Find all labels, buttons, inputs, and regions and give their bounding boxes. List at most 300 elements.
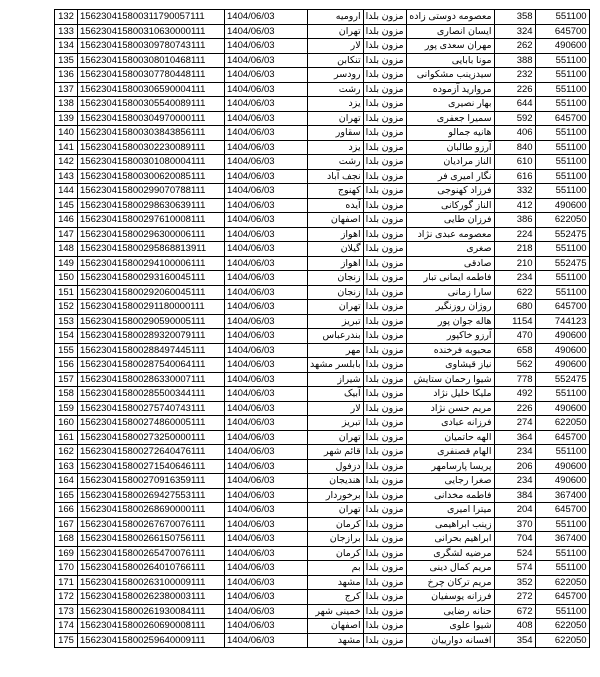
recipient-name-cell: مریم حسن نژاد bbox=[406, 401, 494, 416]
sender-cell: مزون بلدا bbox=[363, 575, 406, 590]
date-cell: 1404/06/03 bbox=[225, 590, 308, 605]
amount-cell: 551100 bbox=[535, 140, 589, 155]
sender-cell: مزون بلدا bbox=[363, 329, 406, 344]
date-cell: 1404/06/03 bbox=[225, 517, 308, 532]
table-row bbox=[55, 198, 590, 213]
city-cell: یزد bbox=[308, 97, 364, 112]
table-row bbox=[55, 532, 590, 547]
date-cell: 1404/06/03 bbox=[225, 24, 308, 39]
sender-cell: مزون بلدا bbox=[363, 155, 406, 170]
tracking-code-cell: 156230415800308010468111 bbox=[78, 53, 225, 68]
date-cell: 1404/06/03 bbox=[225, 300, 308, 315]
row-index-cell: 137 bbox=[55, 82, 78, 97]
tracking-code-cell: 156230415800273250000111 bbox=[78, 430, 225, 445]
amount-cell: 490600 bbox=[535, 343, 589, 358]
city-cell: کرج bbox=[308, 590, 364, 605]
weight-cell: 412 bbox=[494, 198, 535, 213]
recipient-name-cell: فرزانه عبادی bbox=[406, 416, 494, 431]
table-row bbox=[55, 561, 590, 576]
weight-cell: 226 bbox=[494, 82, 535, 97]
date-cell: 1404/06/03 bbox=[225, 97, 308, 112]
city-cell: رودسر bbox=[308, 68, 364, 83]
sender-cell: مزون بلدا bbox=[363, 619, 406, 634]
row-index-cell: 165 bbox=[55, 488, 78, 503]
row-index-cell: 157 bbox=[55, 372, 78, 387]
sender-cell: مزون بلدا bbox=[363, 213, 406, 228]
date-cell: 1404/06/03 bbox=[225, 82, 308, 97]
amount-cell: 551100 bbox=[535, 517, 589, 532]
tracking-code-cell: 156230415800291180000111 bbox=[78, 300, 225, 315]
weight-cell: 384 bbox=[494, 488, 535, 503]
tracking-code-cell: 156230415800261930084111 bbox=[78, 604, 225, 619]
recipient-name-cell: مهران سعدی پور bbox=[406, 39, 494, 54]
row-index-cell: 175 bbox=[55, 633, 78, 648]
city-cell: بابلسر مشهد bbox=[308, 358, 364, 373]
sender-cell: مزون بلدا bbox=[363, 111, 406, 126]
city-cell: لار bbox=[308, 401, 364, 416]
sender-cell: مزون بلدا bbox=[363, 445, 406, 460]
table-row bbox=[55, 53, 590, 68]
weight-cell: 332 bbox=[494, 184, 535, 199]
recipient-name-cell: الهام قصنفری bbox=[406, 445, 494, 460]
amount-cell: 551100 bbox=[535, 155, 589, 170]
sender-cell: مزون بلدا bbox=[363, 430, 406, 445]
row-index-cell: 167 bbox=[55, 517, 78, 532]
date-cell: 1404/06/03 bbox=[225, 184, 308, 199]
city-cell: تهران bbox=[308, 503, 364, 518]
table-row bbox=[55, 459, 590, 474]
amount-cell: 552475 bbox=[535, 227, 589, 242]
weight-cell: 658 bbox=[494, 343, 535, 358]
tracking-code-cell: 156230415800300620085111 bbox=[78, 169, 225, 184]
city-cell: تبریز bbox=[308, 314, 364, 329]
city-cell: لار bbox=[308, 39, 364, 54]
table-row bbox=[55, 517, 590, 532]
city-cell: اهواز bbox=[308, 256, 364, 271]
weight-cell: 1154 bbox=[494, 314, 535, 329]
sender-cell: مزون بلدا bbox=[363, 633, 406, 648]
amount-cell: 551100 bbox=[535, 546, 589, 561]
weight-cell: 204 bbox=[494, 503, 535, 518]
city-cell: ارومیه bbox=[308, 10, 364, 25]
recipient-name-cell: میترا امیری bbox=[406, 503, 494, 518]
table-row bbox=[55, 155, 590, 170]
tracking-code-cell: 156230415800290590005111 bbox=[78, 314, 225, 329]
tracking-code-cell: 156230415800265470076111 bbox=[78, 546, 225, 561]
tracking-code-cell: 156230415800298630639111 bbox=[78, 198, 225, 213]
amount-cell: 645700 bbox=[535, 503, 589, 518]
recipient-name-cell: هاله جوان پور bbox=[406, 314, 494, 329]
sender-cell: مزون بلدا bbox=[363, 140, 406, 155]
row-index-cell: 154 bbox=[55, 329, 78, 344]
tracking-code-cell: 156230415800271540646111 bbox=[78, 459, 225, 474]
sender-cell: مزون بلدا bbox=[363, 488, 406, 503]
weight-cell: 574 bbox=[494, 561, 535, 576]
sender-cell: مزون بلدا bbox=[363, 561, 406, 576]
row-index-cell: 153 bbox=[55, 314, 78, 329]
date-cell: 1404/06/03 bbox=[225, 68, 308, 83]
recipient-name-cell: آرزو خاکپور bbox=[406, 329, 494, 344]
row-index-cell: 143 bbox=[55, 169, 78, 184]
recipient-name-cell: نیاز قیشاوی bbox=[406, 358, 494, 373]
weight-cell: 622 bbox=[494, 285, 535, 300]
sender-cell: مزون بلدا bbox=[363, 39, 406, 54]
tracking-code-cell: 156230415800259640009111 bbox=[78, 633, 225, 648]
amount-cell: 645700 bbox=[535, 24, 589, 39]
tracking-code-cell: 156230415800262380003111 bbox=[78, 590, 225, 605]
table-row bbox=[55, 401, 590, 416]
date-cell: 1404/06/03 bbox=[225, 358, 308, 373]
sender-cell: مزون بلدا bbox=[363, 198, 406, 213]
table-row bbox=[55, 372, 590, 387]
sender-cell: مزون بلدا bbox=[363, 532, 406, 547]
tracking-code-cell: 156230415800305540089111 bbox=[78, 97, 225, 112]
tracking-code-cell: 156230415800267670076111 bbox=[78, 517, 225, 532]
city-cell: تهران bbox=[308, 111, 364, 126]
sender-cell: مزون بلدا bbox=[363, 300, 406, 315]
weight-cell: 408 bbox=[494, 619, 535, 634]
row-index-cell: 171 bbox=[55, 575, 78, 590]
sender-cell: مزون بلدا bbox=[363, 459, 406, 474]
table-row bbox=[55, 604, 590, 619]
recipient-name-cell: هانیه جمالو bbox=[406, 126, 494, 141]
row-index-cell: 142 bbox=[55, 155, 78, 170]
date-cell: 1404/06/03 bbox=[225, 227, 308, 242]
city-cell: هندیجان bbox=[308, 474, 364, 489]
table-row bbox=[55, 329, 590, 344]
table-row bbox=[55, 314, 590, 329]
row-index-cell: 141 bbox=[55, 140, 78, 155]
tracking-code-cell: 156230415800306590004111 bbox=[78, 82, 225, 97]
date-cell: 1404/06/03 bbox=[225, 416, 308, 431]
table-row bbox=[55, 546, 590, 561]
recipient-name-cell: نگار امیری فر bbox=[406, 169, 494, 184]
city-cell: شیراز bbox=[308, 372, 364, 387]
recipient-name-cell: ایسان انصاری bbox=[406, 24, 494, 39]
weight-cell: 592 bbox=[494, 111, 535, 126]
city-cell: سقاور bbox=[308, 126, 364, 141]
row-index-cell: 169 bbox=[55, 546, 78, 561]
weight-cell: 234 bbox=[494, 474, 535, 489]
date-cell: 1404/06/03 bbox=[225, 242, 308, 257]
city-cell: اصفهان bbox=[308, 619, 364, 634]
tracking-code-cell: 156230415800289320079111 bbox=[78, 329, 225, 344]
recipient-name-cell: فرزاد کهنوجی bbox=[406, 184, 494, 199]
recipient-name-cell: زینب ابراهیمی bbox=[406, 517, 494, 532]
table-row bbox=[55, 445, 590, 460]
amount-cell: 551100 bbox=[535, 285, 589, 300]
sender-cell: مزون بلدا bbox=[363, 604, 406, 619]
row-index-cell: 170 bbox=[55, 561, 78, 576]
table-row bbox=[55, 416, 590, 431]
amount-cell: 622050 bbox=[535, 633, 589, 648]
city-cell: آبیک bbox=[308, 387, 364, 402]
recipient-name-cell: فرزانه یوسفیان bbox=[406, 590, 494, 605]
date-cell: 1404/06/03 bbox=[225, 39, 308, 54]
amount-cell: 551100 bbox=[535, 53, 589, 68]
weight-cell: 616 bbox=[494, 169, 535, 184]
tracking-code-cell: 156230415800302230089111 bbox=[78, 140, 225, 155]
date-cell: 1404/06/03 bbox=[225, 285, 308, 300]
tracking-code-cell: 156230415800294100006111 bbox=[78, 256, 225, 271]
row-index-cell: 159 bbox=[55, 401, 78, 416]
date-cell: 1404/06/03 bbox=[225, 140, 308, 155]
row-index-cell: 166 bbox=[55, 503, 78, 518]
date-cell: 1404/06/03 bbox=[225, 387, 308, 402]
amount-cell: 551100 bbox=[535, 169, 589, 184]
date-cell: 1404/06/03 bbox=[225, 633, 308, 648]
city-cell: رشت bbox=[308, 155, 364, 170]
recipient-name-cell: مونا بابایی bbox=[406, 53, 494, 68]
weight-cell: 672 bbox=[494, 604, 535, 619]
city-cell: برازجان bbox=[308, 532, 364, 547]
recipient-name-cell: سیدزینب مشکوانی bbox=[406, 68, 494, 83]
amount-cell: 367400 bbox=[535, 488, 589, 503]
table-row bbox=[55, 227, 590, 242]
table-row bbox=[55, 271, 590, 286]
row-index-cell: 145 bbox=[55, 198, 78, 213]
recipient-name-cell: پریسا پارسامهر bbox=[406, 459, 494, 474]
weight-cell: 324 bbox=[494, 24, 535, 39]
amount-cell: 551100 bbox=[535, 271, 589, 286]
sender-cell: مزون بلدا bbox=[363, 271, 406, 286]
weight-cell: 470 bbox=[494, 329, 535, 344]
table-row bbox=[55, 140, 590, 155]
tracking-code-cell: 156230415800296300006111 bbox=[78, 227, 225, 242]
city-cell: تهران bbox=[308, 24, 364, 39]
weight-cell: 386 bbox=[494, 213, 535, 228]
weight-cell: 224 bbox=[494, 227, 535, 242]
tracking-code-cell: 156230415800272640476111 bbox=[78, 445, 225, 460]
weight-cell: 680 bbox=[494, 300, 535, 315]
weight-cell: 388 bbox=[494, 53, 535, 68]
row-index-cell: 139 bbox=[55, 111, 78, 126]
table-row bbox=[55, 300, 590, 315]
date-cell: 1404/06/03 bbox=[225, 546, 308, 561]
recipient-name-cell: افسانه دوارییان bbox=[406, 633, 494, 648]
tracking-code-cell: 156230415800287540064111 bbox=[78, 358, 225, 373]
table-row bbox=[55, 285, 590, 300]
amount-cell: 645700 bbox=[535, 300, 589, 315]
city-cell: اصفهان bbox=[308, 213, 364, 228]
weight-cell: 210 bbox=[494, 256, 535, 271]
weight-cell: 274 bbox=[494, 416, 535, 431]
recipient-name-cell: صغرا رجایی bbox=[406, 474, 494, 489]
amount-cell: 645700 bbox=[535, 111, 589, 126]
sender-cell: مزون بلدا bbox=[363, 242, 406, 257]
recipient-name-cell: الهه حاتمیان bbox=[406, 430, 494, 445]
row-index-cell: 140 bbox=[55, 126, 78, 141]
amount-cell: 551100 bbox=[535, 68, 589, 83]
city-cell: مشهد bbox=[308, 633, 364, 648]
sender-cell: مزون بلدا bbox=[363, 126, 406, 141]
tracking-code-cell: 156230415800270916359111 bbox=[78, 474, 225, 489]
weight-cell: 370 bbox=[494, 517, 535, 532]
records-table-body bbox=[55, 10, 590, 648]
table-row bbox=[55, 358, 590, 373]
city-cell: تبریز bbox=[308, 416, 364, 431]
sender-cell: مزون بلدا bbox=[363, 256, 406, 271]
sender-cell: مزون بلدا bbox=[363, 358, 406, 373]
recipient-name-cell: مریم ترکان چرخ bbox=[406, 575, 494, 590]
tracking-code-cell: 156230415800297610008111 bbox=[78, 213, 225, 228]
amount-cell: 551100 bbox=[535, 10, 589, 25]
city-cell: کرمان bbox=[308, 517, 364, 532]
weight-cell: 644 bbox=[494, 97, 535, 112]
table-row bbox=[55, 619, 590, 634]
table-row bbox=[55, 387, 590, 402]
amount-cell: 490600 bbox=[535, 459, 589, 474]
row-index-cell: 172 bbox=[55, 590, 78, 605]
city-cell: کهنوج bbox=[308, 184, 364, 199]
amount-cell: 744123 bbox=[535, 314, 589, 329]
city-cell: اهواز bbox=[308, 227, 364, 242]
amount-cell: 551100 bbox=[535, 82, 589, 97]
date-cell: 1404/06/03 bbox=[225, 488, 308, 503]
city-cell: دزفول bbox=[308, 459, 364, 474]
date-cell: 1404/06/03 bbox=[225, 213, 308, 228]
sender-cell: مزون بلدا bbox=[363, 227, 406, 242]
recipient-name-cell: ملیکا خلیل نژاد bbox=[406, 387, 494, 402]
recipient-name-cell: صغری bbox=[406, 242, 494, 257]
tracking-code-cell: 156230415800263100009111 bbox=[78, 575, 225, 590]
weight-cell: 364 bbox=[494, 430, 535, 445]
row-index-cell: 150 bbox=[55, 271, 78, 286]
city-cell: رشت bbox=[308, 82, 364, 97]
row-index-cell: 152 bbox=[55, 300, 78, 315]
sender-cell: مزون بلدا bbox=[363, 372, 406, 387]
row-index-cell: 161 bbox=[55, 430, 78, 445]
city-cell: تهران bbox=[308, 430, 364, 445]
recipient-name-cell: سمیرا جعفری bbox=[406, 111, 494, 126]
tracking-code-cell: 156230415800301080004111 bbox=[78, 155, 225, 170]
date-cell: 1404/06/03 bbox=[225, 53, 308, 68]
date-cell: 1404/06/03 bbox=[225, 619, 308, 634]
amount-cell: 645700 bbox=[535, 590, 589, 605]
sender-cell: مزون بلدا bbox=[363, 590, 406, 605]
sender-cell: مزون بلدا bbox=[363, 24, 406, 39]
date-cell: 1404/06/03 bbox=[225, 561, 308, 576]
weight-cell: 406 bbox=[494, 126, 535, 141]
amount-cell: 551100 bbox=[535, 184, 589, 199]
table-row bbox=[55, 39, 590, 54]
amount-cell: 645700 bbox=[535, 430, 589, 445]
city-cell: کرمان bbox=[308, 546, 364, 561]
city-cell: نجف آباد bbox=[308, 169, 364, 184]
row-index-cell: 144 bbox=[55, 184, 78, 199]
row-index-cell: 156 bbox=[55, 358, 78, 373]
row-index-cell: 132 bbox=[55, 10, 78, 25]
date-cell: 1404/06/03 bbox=[225, 459, 308, 474]
amount-cell: 552475 bbox=[535, 372, 589, 387]
amount-cell: 490600 bbox=[535, 329, 589, 344]
sender-cell: مزون بلدا bbox=[363, 546, 406, 561]
city-cell: بم bbox=[308, 561, 364, 576]
table-row bbox=[55, 126, 590, 141]
date-cell: 1404/06/03 bbox=[225, 430, 308, 445]
city-cell: گیلان bbox=[308, 242, 364, 257]
amount-cell: 490600 bbox=[535, 39, 589, 54]
tracking-code-cell: 156230415800286330007111 bbox=[78, 372, 225, 387]
date-cell: 1404/06/03 bbox=[225, 126, 308, 141]
row-index-cell: 158 bbox=[55, 387, 78, 402]
amount-cell: 490600 bbox=[535, 358, 589, 373]
sender-cell: مزون بلدا bbox=[363, 285, 406, 300]
amount-cell: 551100 bbox=[535, 445, 589, 460]
tracking-code-cell: 156230415800266150756111 bbox=[78, 532, 225, 547]
recipient-name-cell: الناز گورکانی bbox=[406, 198, 494, 213]
sender-cell: مزون بلدا bbox=[363, 82, 406, 97]
table-row bbox=[55, 24, 590, 39]
sender-cell: مزون بلدا bbox=[363, 474, 406, 489]
sender-cell: مزون بلدا bbox=[363, 97, 406, 112]
amount-cell: 551100 bbox=[535, 561, 589, 576]
tracking-code-cell: 156230415800295868813911 bbox=[78, 242, 225, 257]
sender-cell: مزون بلدا bbox=[363, 184, 406, 199]
row-index-cell: 168 bbox=[55, 532, 78, 547]
row-index-cell: 148 bbox=[55, 242, 78, 257]
tracking-code-cell: 156230415800299070788111 bbox=[78, 184, 225, 199]
recipient-name-cell: مرضیه لشگری bbox=[406, 546, 494, 561]
table-row bbox=[55, 82, 590, 97]
weight-cell: 352 bbox=[494, 575, 535, 590]
table-row bbox=[55, 474, 590, 489]
amount-cell: 367400 bbox=[535, 532, 589, 547]
weight-cell: 206 bbox=[494, 459, 535, 474]
recipient-name-cell: فاطمه مخدانی bbox=[406, 488, 494, 503]
weight-cell: 492 bbox=[494, 387, 535, 402]
row-index-cell: 174 bbox=[55, 619, 78, 634]
city-cell: خمینی شهر bbox=[308, 604, 364, 619]
weight-cell: 272 bbox=[494, 590, 535, 605]
sender-cell: مزون بلدا bbox=[363, 53, 406, 68]
row-index-cell: 173 bbox=[55, 604, 78, 619]
date-cell: 1404/06/03 bbox=[225, 169, 308, 184]
date-cell: 1404/06/03 bbox=[225, 401, 308, 416]
recipient-name-cell: ابراهیم بحرانی bbox=[406, 532, 494, 547]
recipient-name-cell: روژان روزنگیر bbox=[406, 300, 494, 315]
tracking-code-cell: 156230415800288497445111 bbox=[78, 343, 225, 358]
table-row bbox=[55, 575, 590, 590]
city-cell: قائم شهر bbox=[308, 445, 364, 460]
amount-cell: 552475 bbox=[535, 256, 589, 271]
row-index-cell: 151 bbox=[55, 285, 78, 300]
row-index-cell: 163 bbox=[55, 459, 78, 474]
weight-cell: 840 bbox=[494, 140, 535, 155]
amount-cell: 622050 bbox=[535, 213, 589, 228]
weight-cell: 778 bbox=[494, 372, 535, 387]
amount-cell: 551100 bbox=[535, 242, 589, 257]
tracking-code-cell: 156230415800310630000111 bbox=[78, 24, 225, 39]
row-index-cell: 138 bbox=[55, 97, 78, 112]
table-row bbox=[55, 169, 590, 184]
city-cell: زنجان bbox=[308, 285, 364, 300]
recipient-name-cell: سارا زمانی bbox=[406, 285, 494, 300]
tracking-code-cell: 156230415800292060045111 bbox=[78, 285, 225, 300]
table-row bbox=[55, 590, 590, 605]
row-index-cell: 155 bbox=[55, 343, 78, 358]
sender-cell: مزون بلدا bbox=[363, 314, 406, 329]
sender-cell: مزون بلدا bbox=[363, 343, 406, 358]
date-cell: 1404/06/03 bbox=[225, 314, 308, 329]
table-row bbox=[55, 111, 590, 126]
sender-cell: مزون بلدا bbox=[363, 517, 406, 532]
table-row bbox=[55, 430, 590, 445]
recipient-name-cell: معصومه عبدی نژاد bbox=[406, 227, 494, 242]
table-row bbox=[55, 633, 590, 648]
amount-cell: 622050 bbox=[535, 575, 589, 590]
table-row bbox=[55, 242, 590, 257]
